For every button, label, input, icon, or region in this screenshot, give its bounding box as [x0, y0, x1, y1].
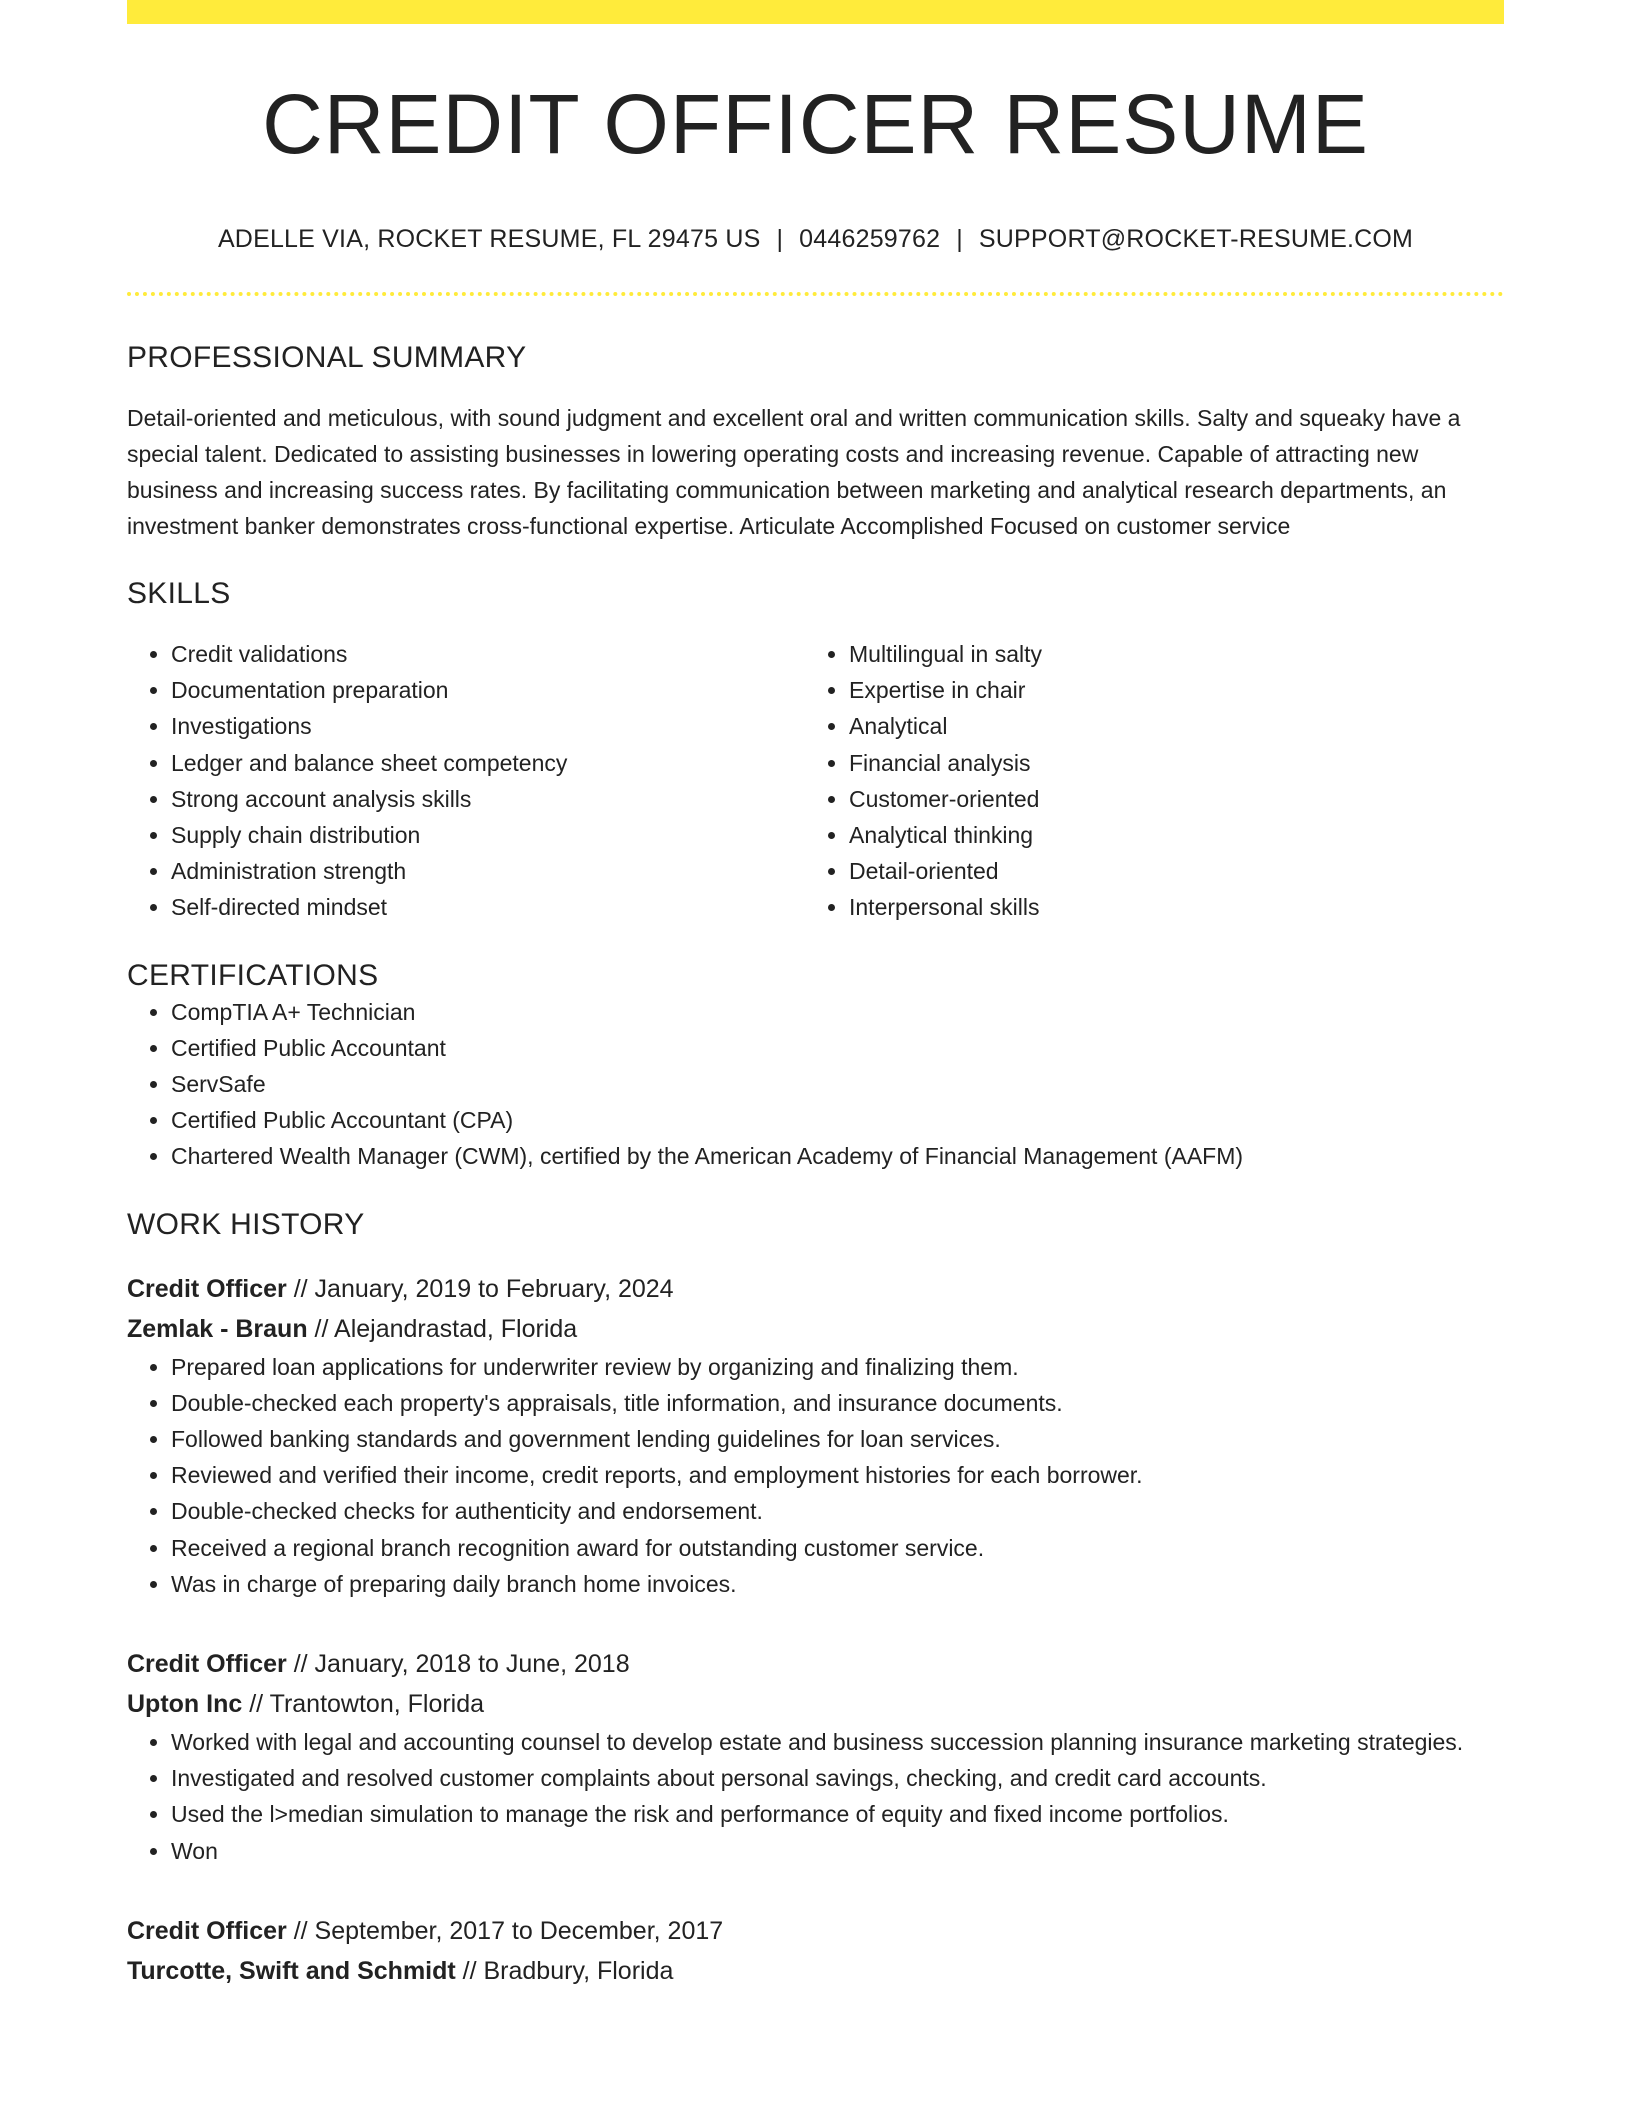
- certification-item: • Certified Public Accountant (CPA): [171, 1102, 1504, 1138]
- skill-item: • Interpersonal skills: [849, 889, 1483, 925]
- page-title: CREDIT OFFICER RESUME: [262, 77, 1369, 171]
- job-entry: [127, 1269, 1504, 1602]
- skill-item: • Documentation preparation: [171, 672, 805, 708]
- job-location: // Trantowton, Florida: [242, 1690, 485, 1719]
- job-title-line: [127, 1269, 1504, 1309]
- work-history-heading: WORK HISTORY: [127, 1207, 365, 1241]
- certification-item: • CompTIA A+ Technician: [171, 994, 1504, 1030]
- job-duty-item: • Double-checked each property's appraisals, title information, and insurance documents.: [171, 1385, 1504, 1421]
- job-company: Zemlak - Braun: [127, 1314, 308, 1343]
- skill-item: • Ledger and balance sheet competency: [171, 745, 805, 781]
- skill-item: • Analytical thinking: [849, 817, 1483, 853]
- job-duty-item: • Received a regional branch recognition award for outstanding customer service.: [171, 1530, 1504, 1566]
- job-duties-list: [127, 1349, 1504, 1602]
- job-company-line: [127, 1309, 1504, 1349]
- skills-columns: [127, 636, 1504, 926]
- job-title-line: [127, 1644, 1504, 1684]
- job-duty-item: • Followed banking standards and government lending guidelines for loan services.: [171, 1421, 1504, 1457]
- job-title: Credit Officer: [127, 1274, 287, 1303]
- job-entry: [127, 1911, 1504, 1991]
- contact-address: ADELLE VIA, ROCKET RESUME, FL 29475 US: [217, 225, 761, 253]
- certification-item: • Chartered Wealth Manager (CWM), certified by the American Academy of Financial Management (AAFM): [171, 1138, 1504, 1174]
- skills-left-list: [127, 636, 805, 926]
- job-duty-item: • Double-checked checks for authenticity and endorsement.: [171, 1493, 1504, 1529]
- job-dates: // January, 2018 to June, 2018: [286, 1650, 630, 1679]
- skill-item: • Strong account analysis skills: [171, 781, 805, 817]
- contact-separator: |: [776, 225, 784, 253]
- job-location: // Bradbury, Florida: [455, 1956, 674, 1985]
- job-duty-item: • Investigated and resolved customer complaints about personal savings, checking, and credit card accounts.: [171, 1760, 1504, 1796]
- job-duty-item: • Was in charge of preparing daily branch home invoices.: [171, 1566, 1504, 1602]
- job-entry: [127, 1644, 1504, 1869]
- job-company-line: [127, 1684, 1504, 1724]
- skill-item: • Customer-oriented: [849, 781, 1483, 817]
- summary-heading: PROFESSIONAL SUMMARY: [127, 341, 527, 374]
- job-title: Credit Officer: [127, 1650, 287, 1679]
- skills-heading: SKILLS: [127, 577, 231, 610]
- job-title: Credit Officer: [127, 1916, 287, 1945]
- skills-right-column: [805, 636, 1483, 926]
- job-duty-item: • Prepared loan applications for underwriter review by organizing and finalizing them.: [171, 1349, 1504, 1385]
- contact-line: [127, 224, 1504, 254]
- top-accent-bar: [127, 0, 1504, 24]
- skill-item: • Administration strength: [171, 853, 805, 889]
- job-duty-item: • Reviewed and verified their income, credit reports, and employment histories for each borrower.: [171, 1457, 1504, 1493]
- job-company-line: [127, 1951, 1504, 1991]
- skill-item: • Analytical: [849, 708, 1483, 744]
- job-dates: // January, 2019 to February, 2024: [286, 1274, 674, 1303]
- skill-item: • Credit validations: [171, 636, 805, 672]
- skills-right-list: [805, 636, 1483, 926]
- contact-separator: |: [956, 225, 963, 253]
- contact-phone: 0446259762: [799, 225, 941, 253]
- job-duty-item: • Used the l>median simulation to manage the risk and performance of equity and fixed income portfolios.: [171, 1796, 1504, 1832]
- job-company: Upton Inc: [127, 1690, 243, 1719]
- job-duties-list: [127, 1724, 1504, 1869]
- job-company: Turcotte, Swift and Schmidt: [127, 1956, 456, 1985]
- contact-email: SUPPORT@ROCKET-RESUME.COM: [978, 225, 1414, 253]
- skill-item: • Multilingual in salty: [849, 636, 1483, 672]
- skill-item: • Supply chain distribution: [171, 817, 805, 853]
- job-title-line: [127, 1911, 1504, 1951]
- certifications-list: [127, 994, 1504, 1175]
- resume-page: [127, 0, 1504, 1991]
- job-dates: // September, 2017 to December, 2017: [286, 1916, 724, 1945]
- certification-item: • Certified Public Accountant: [171, 1030, 1504, 1066]
- job-duty-item: • Worked with legal and accounting counsel to develop estate and business succession planning insurance marketing strategies.: [171, 1724, 1504, 1760]
- skill-item: • Financial analysis: [849, 745, 1483, 781]
- certifications-heading: CERTIFICATIONS: [127, 958, 379, 992]
- work-history-list: [127, 1269, 1504, 1991]
- dotted-divider: [127, 292, 1504, 296]
- skill-item: • Detail-oriented: [849, 853, 1483, 889]
- job-duty-item: • Won: [171, 1833, 1504, 1869]
- skill-item: • Expertise in chair: [849, 672, 1483, 708]
- skill-item: • Investigations: [171, 708, 805, 744]
- summary-text: Detail-oriented and meticulous, with sound judgment and excellent oral and written communication skills. Salty and squeaky have a special talent. Dedicated to assisting businesses in lowering operating costs and increasing revenue. Capable of attracting new business and increasing success rates. By facilitating communication between marketing and analytical research departments, an investment banker demonstrates cross-functional expertise. Articulate Accomplished Focused on customer service: [127, 405, 1461, 539]
- skills-left-column: [127, 636, 805, 926]
- skill-item: • Self-directed mindset: [171, 889, 805, 925]
- job-location: // Alejandrastad, Florida: [307, 1314, 578, 1343]
- certification-item: • ServSafe: [171, 1066, 1504, 1102]
